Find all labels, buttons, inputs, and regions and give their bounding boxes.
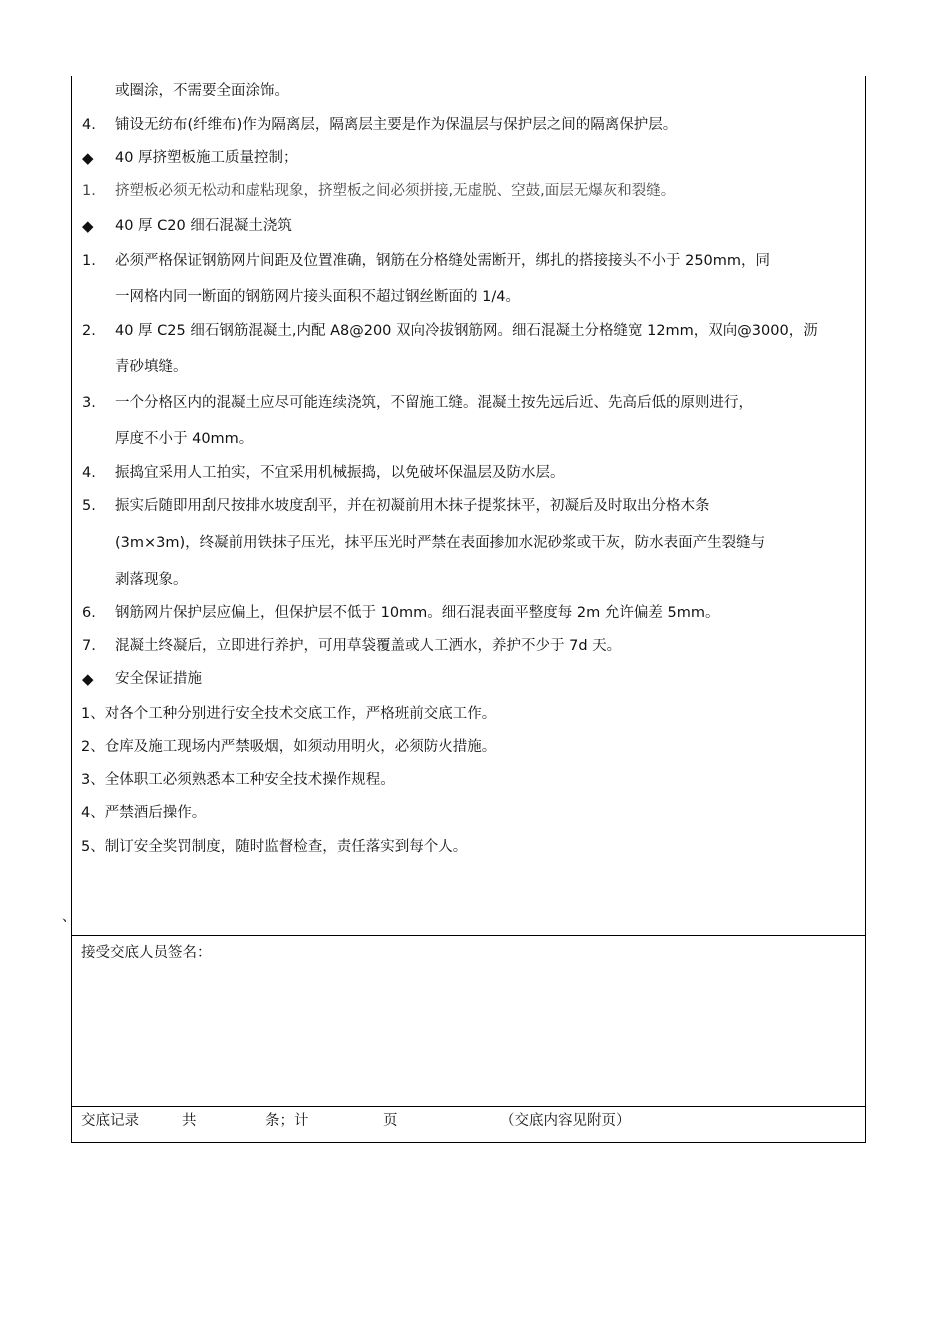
signature-divider	[71, 935, 866, 936]
safety-item: 3、全体职工必须熟悉本工种安全技术操作规程。	[81, 772, 395, 788]
diamond-bullet-icon: ◆	[82, 670, 94, 688]
item-number: 4.	[82, 117, 96, 133]
diamond-bullet-icon: ◆	[82, 217, 94, 235]
text-line: 厚度不小于 40mm。	[115, 431, 254, 447]
item-number: 5.	[82, 498, 96, 514]
section-heading: 安全保证措施	[115, 671, 202, 687]
item-number: 2.	[82, 323, 96, 339]
text-line: 或圈涂，不需要全面涂饰。	[115, 83, 289, 99]
footer-pages-label: 页	[383, 1113, 398, 1129]
safety-item: 1、对各个工种分别进行安全技术交底工作，严格班前交底工作。	[81, 706, 497, 722]
text-line: 振实后随即用刮尺按排水坡度刮平，并在初凝前用木抹子提浆抹平，初凝后及时取出分格木条	[115, 498, 710, 514]
text-line: 混凝土终凝后，立即进行养护，可用草袋覆盖或人工洒水，养护不少于 7d 天。	[115, 638, 622, 654]
footer-total-label: 共	[182, 1113, 197, 1129]
text-line: 振捣宜采用人工拍实，不宜采用机械振捣，以免破坏保温层及防水层。	[115, 465, 565, 481]
text-line: 剥落现象。	[115, 572, 188, 588]
item-number: 4.	[82, 465, 96, 481]
safety-item: 4、严禁酒后操作。	[81, 805, 207, 821]
item-number: 1.	[82, 183, 96, 199]
diamond-bullet-icon: ◆	[82, 149, 94, 167]
footer-record-label: 交底记录	[81, 1113, 139, 1129]
text-line: 一个分格区内的混凝土应尽可能连续浇筑，不留施工缝。混凝土按先远后近、先高后低的原则进行，	[115, 395, 753, 411]
text-line: 必须严格保证钢筋网片间距及位置准确，钢筋在分格缝处需断开，绑扎的搭接接头不小于 250mm，同	[115, 253, 771, 269]
section-heading: 40 厚挤塑板施工质量控制；	[115, 150, 298, 166]
item-number: 7.	[82, 638, 96, 654]
item-number: 3.	[82, 395, 96, 411]
footer-items-label: 条；计	[265, 1113, 309, 1129]
text-line: 青砂填缝。	[115, 359, 188, 375]
safety-item: 5、制订安全奖罚制度，随时监督检查，责任落实到每个人。	[81, 839, 468, 855]
text-line: 钢筋网片保护层应偏上，但保护层不低于 10mm。细石混表面平整度每 2m 允许偏差 5mm。	[115, 605, 720, 621]
text-line: 挤塑板必须无松动和虚粘现象，挤塑板之间必须拼接,无虚脱、空鼓,面层无爆灰和裂缝。	[115, 183, 676, 199]
text-line: 铺设无纺布(纤维布)作为隔离层，隔离层主要是作为保温层与保护层之间的隔离保护层。	[115, 117, 678, 133]
section-heading: 40 厚 C20 细石混凝土浇筑	[115, 218, 292, 234]
text-line: (3m×3m)，终凝前用铁抹子压光，抹平压光时严禁在表面掺加水泥砂浆或干灰，防水表面产生裂缝与	[115, 535, 766, 551]
item-number: 6.	[82, 605, 96, 621]
signature-label: 接受交底人员签名：	[81, 945, 212, 961]
footer-divider	[71, 1106, 866, 1107]
stray-mark: 、	[62, 909, 76, 925]
safety-item: 2、仓库及施工现场内严禁吸烟，如须动用明火，必须防火措施。	[81, 739, 497, 755]
item-number: 1.	[82, 253, 96, 269]
text-line: 一网格内同一断面的钢筋网片接头面积不超过钢丝断面的 1/4。	[115, 289, 520, 305]
text-line: 40 厚 C25 细石钢筋混凝土,内配 A8@200 双向冷拔钢筋网。细石混凝土分格缝宽 12mm，双向@3000，沥	[115, 323, 818, 339]
footer-note: （交底内容见附页）	[500, 1113, 631, 1129]
